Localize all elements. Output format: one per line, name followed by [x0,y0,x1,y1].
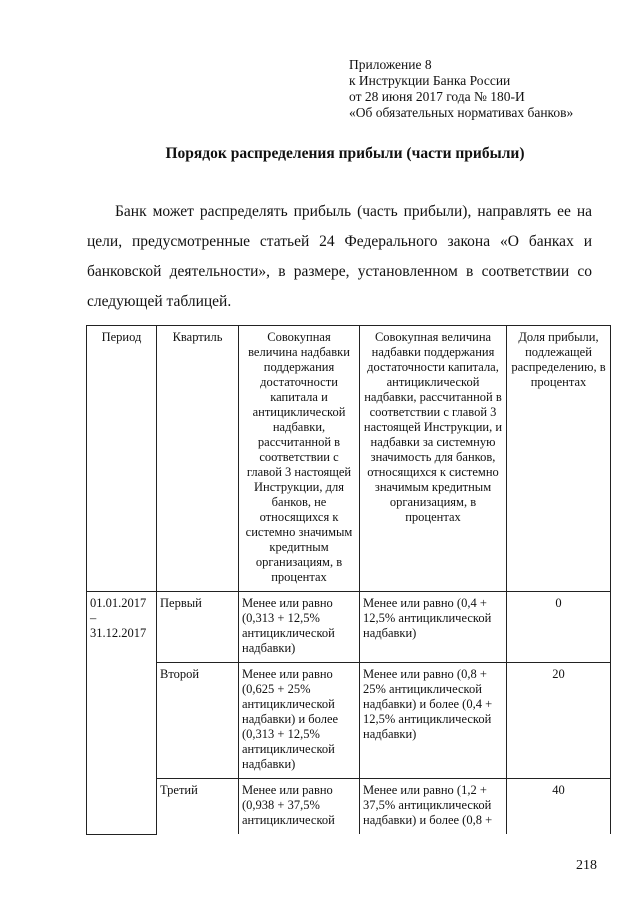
header-period: Период [87,326,157,592]
quartile-cell: Первый [157,592,239,663]
systemic-cell: Менее или равно (1,2 + 37,5% антициклической надбавки) и более (0,8 + [360,779,507,835]
table-row [87,779,611,835]
quartile-cell: Третий [157,779,239,835]
table-row [87,592,611,663]
non-systemic-cell: Менее или равно (0,938 + 37,5% антициклической [239,779,360,835]
intro-paragraph: Банк может распределять прибыль (часть прибыли), направлять ее на цели, предусмотренные статьей 24 Федерального закона «О банках и банковской деятельности», в размере, установленном в соответствии со следующей таблицей. [87,203,592,310]
non-systemic-cell: Менее или равно (0,625 + 25% антициклической надбавки) и более (0,313 + 12,5% антициклической надбавки) [239,663,360,779]
appendix-line-1: Приложение 8 [349,57,432,72]
table-header-row [87,326,611,592]
header-quartile: Квартиль [157,326,239,592]
header-profit-share: Доля прибыли, подлежащей распределению, в процентах [507,326,611,592]
table-row [87,663,611,779]
quartile-cell: Второй [157,663,239,779]
appendix-line-3: от 28 июня 2017 года № 180-И [349,89,525,104]
header-systemic: Совокупная величина надбавки поддержания достаточности капитала, антициклической надбавки, рассчитанной в соответствии с главой 3 настоящей Инструкции, и надбавки за системную значимость для банков, относящихся к системно значимым кредитным организациям, в процентах [360,326,507,592]
header-non-systemic: Совокупная величина надбавки поддержания достаточности капитала и антициклической надбавки, рассчитанной в соответствии с главой 3 настоящей Инструкции, для банков, не относящихся к системно значимым кредитным организациям, в процентах [239,326,360,592]
systemic-cell: Менее или равно (0,4 + 12,5% антициклической надбавки) [360,592,507,663]
non-systemic-cell: Менее или равно (0,313 + 12,5% антициклической надбавки) [239,592,360,663]
appendix-line-2: к Инструкции Банка России [349,73,511,88]
appendix-header [349,57,573,121]
appendix-line-4: «Об обязательных нормативах банков» [349,105,574,120]
share-cell: 0 [507,592,611,663]
profit-distribution-table [86,325,611,835]
page-number: 218 [576,858,597,873]
document-title: Порядок распределения прибыли (части прибыли) [165,145,525,162]
share-cell: 20 [507,663,611,779]
systemic-cell: Менее или равно (0,8 + 25% антициклической надбавки) и более (0,4 + 12,5% антициклической надбавки) [360,663,507,779]
period-cell: 01.01.2017 – 31.12.2017 [87,592,157,835]
share-cell: 40 [507,779,611,835]
